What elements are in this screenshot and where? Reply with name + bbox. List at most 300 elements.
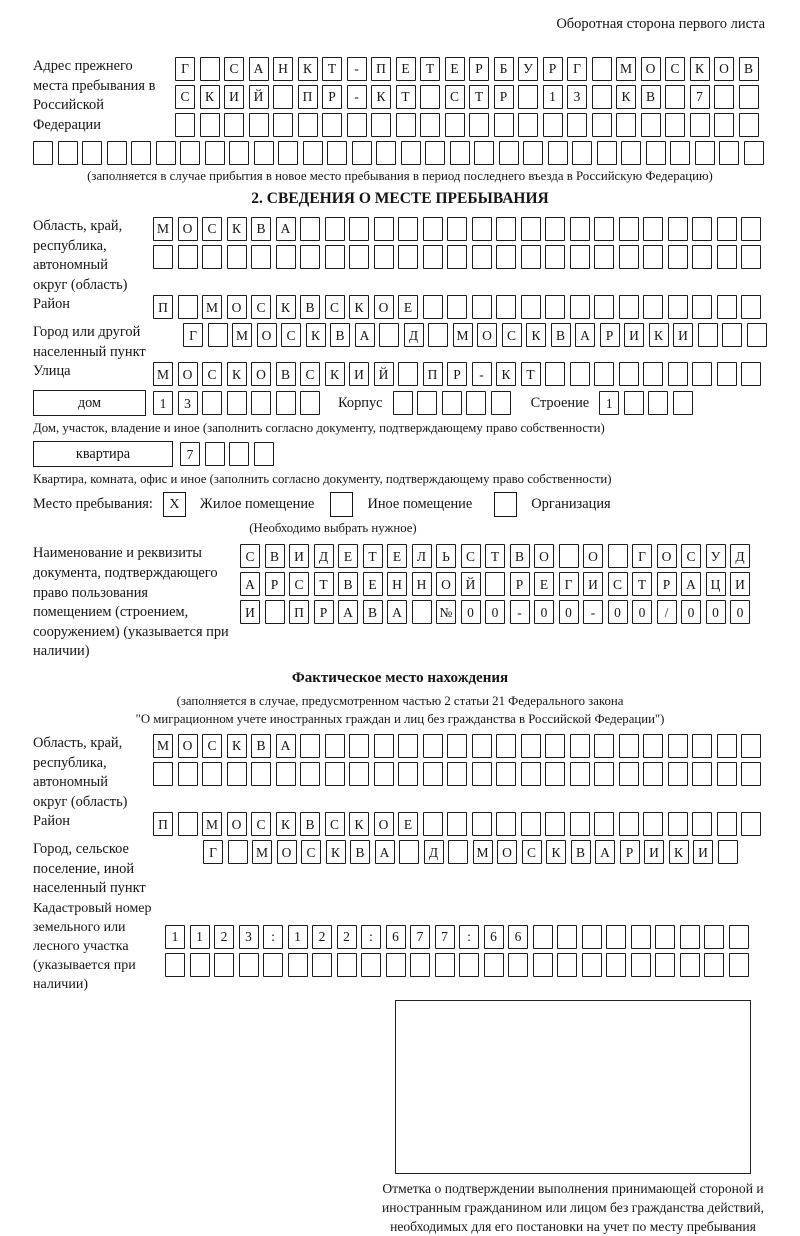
char-box[interactable]: П bbox=[153, 812, 173, 836]
char-box[interactable] bbox=[496, 762, 516, 786]
char-box[interactable] bbox=[545, 295, 565, 319]
char-box[interactable] bbox=[545, 362, 565, 386]
char-box[interactable] bbox=[496, 295, 516, 319]
char-box[interactable]: Й bbox=[249, 85, 269, 109]
char-box[interactable] bbox=[548, 141, 568, 165]
char-box[interactable] bbox=[229, 141, 249, 165]
char-box[interactable]: Т bbox=[521, 362, 541, 386]
char-box[interactable]: 0 bbox=[534, 600, 554, 624]
char-box[interactable]: И bbox=[673, 323, 693, 347]
char-box[interactable] bbox=[491, 391, 511, 415]
char-box[interactable]: С bbox=[300, 362, 320, 386]
char-box[interactable]: А bbox=[276, 734, 296, 758]
char-box[interactable] bbox=[224, 113, 244, 137]
char-box[interactable] bbox=[423, 245, 443, 269]
char-box[interactable] bbox=[178, 812, 198, 836]
char-box[interactable]: К bbox=[546, 840, 566, 864]
char-box[interactable]: Б bbox=[494, 57, 514, 81]
char-box[interactable] bbox=[673, 391, 693, 415]
char-box[interactable]: С bbox=[502, 323, 522, 347]
char-box[interactable] bbox=[559, 544, 579, 568]
char-box[interactable]: О bbox=[227, 812, 247, 836]
char-box[interactable] bbox=[178, 295, 198, 319]
char-box[interactable]: С bbox=[665, 57, 685, 81]
char-box[interactable] bbox=[322, 113, 342, 137]
char-box[interactable] bbox=[621, 141, 641, 165]
char-box[interactable]: С bbox=[175, 85, 195, 109]
char-box[interactable] bbox=[643, 734, 663, 758]
char-box[interactable] bbox=[447, 812, 467, 836]
char-box[interactable] bbox=[325, 217, 345, 241]
char-box[interactable] bbox=[680, 953, 700, 977]
char-box[interactable]: С bbox=[281, 323, 301, 347]
char-box[interactable]: Р bbox=[657, 572, 677, 596]
char-box[interactable]: К bbox=[298, 57, 318, 81]
char-box[interactable] bbox=[624, 391, 644, 415]
char-box[interactable] bbox=[276, 391, 296, 415]
char-box[interactable] bbox=[472, 762, 492, 786]
char-box[interactable]: А bbox=[387, 600, 407, 624]
char-box[interactable] bbox=[690, 113, 710, 137]
char-box[interactable] bbox=[496, 245, 516, 269]
char-box[interactable]: М bbox=[202, 295, 222, 319]
char-box[interactable] bbox=[249, 113, 269, 137]
char-box[interactable]: 0 bbox=[485, 600, 505, 624]
char-box[interactable] bbox=[717, 362, 737, 386]
char-box[interactable] bbox=[496, 734, 516, 758]
char-box[interactable] bbox=[594, 245, 614, 269]
char-box[interactable]: С bbox=[251, 812, 271, 836]
char-box[interactable] bbox=[496, 217, 516, 241]
char-box[interactable]: В bbox=[739, 57, 759, 81]
char-box[interactable] bbox=[570, 245, 590, 269]
char-box[interactable]: Е bbox=[534, 572, 554, 596]
char-box[interactable] bbox=[398, 217, 418, 241]
char-box[interactable]: П bbox=[289, 600, 309, 624]
char-box[interactable]: С bbox=[608, 572, 628, 596]
char-box[interactable] bbox=[399, 840, 419, 864]
char-box[interactable] bbox=[349, 217, 369, 241]
char-box[interactable] bbox=[594, 812, 614, 836]
char-box[interactable] bbox=[472, 217, 492, 241]
char-box[interactable]: / bbox=[657, 600, 677, 624]
char-box[interactable] bbox=[717, 217, 737, 241]
char-box[interactable]: 2 bbox=[214, 925, 234, 949]
char-box[interactable] bbox=[508, 953, 528, 977]
char-box[interactable] bbox=[695, 141, 715, 165]
char-box[interactable] bbox=[631, 925, 651, 949]
char-box[interactable]: В bbox=[276, 362, 296, 386]
char-box[interactable]: Р bbox=[314, 600, 334, 624]
char-box[interactable]: В bbox=[265, 544, 285, 568]
char-box[interactable]: Р bbox=[322, 85, 342, 109]
char-box[interactable] bbox=[704, 953, 724, 977]
char-box[interactable]: 1 bbox=[288, 925, 308, 949]
char-box[interactable]: О bbox=[374, 812, 394, 836]
char-box[interactable]: - bbox=[472, 362, 492, 386]
char-box[interactable]: А bbox=[338, 600, 358, 624]
char-box[interactable] bbox=[208, 323, 228, 347]
char-box[interactable] bbox=[239, 953, 259, 977]
char-box[interactable] bbox=[202, 245, 222, 269]
char-box[interactable] bbox=[545, 217, 565, 241]
char-box[interactable]: 7 bbox=[435, 925, 455, 949]
char-box[interactable]: 1 bbox=[165, 925, 185, 949]
char-box[interactable]: А bbox=[375, 840, 395, 864]
char-box[interactable] bbox=[156, 141, 176, 165]
checkbox-zhiloe-pomeshchenie[interactable]: X bbox=[163, 492, 186, 517]
char-box[interactable]: : bbox=[263, 925, 283, 949]
char-box[interactable]: А bbox=[575, 323, 595, 347]
char-box[interactable]: Р bbox=[469, 57, 489, 81]
char-box[interactable] bbox=[227, 245, 247, 269]
char-box[interactable]: Й bbox=[374, 362, 394, 386]
char-box[interactable]: О bbox=[257, 323, 277, 347]
char-box[interactable]: 3 bbox=[239, 925, 259, 949]
char-box[interactable]: К bbox=[326, 840, 346, 864]
char-box[interactable] bbox=[680, 925, 700, 949]
char-box[interactable] bbox=[466, 391, 486, 415]
char-box[interactable]: В bbox=[363, 600, 383, 624]
char-box[interactable]: Г bbox=[559, 572, 579, 596]
char-box[interactable] bbox=[190, 953, 210, 977]
char-box[interactable] bbox=[276, 762, 296, 786]
char-box[interactable] bbox=[521, 812, 541, 836]
char-box[interactable] bbox=[202, 762, 222, 786]
char-box[interactable]: 7 bbox=[410, 925, 430, 949]
char-box[interactable]: Н bbox=[273, 57, 293, 81]
checkbox-inoe-pomeshchenie[interactable] bbox=[330, 492, 353, 517]
char-box[interactable] bbox=[582, 925, 602, 949]
char-box[interactable]: К bbox=[227, 362, 247, 386]
char-box[interactable]: О bbox=[534, 544, 554, 568]
char-box[interactable]: М bbox=[232, 323, 252, 347]
char-box[interactable]: Е bbox=[445, 57, 465, 81]
char-box[interactable] bbox=[349, 762, 369, 786]
char-box[interactable] bbox=[594, 762, 614, 786]
char-box[interactable]: Е bbox=[396, 57, 416, 81]
char-box[interactable] bbox=[570, 812, 590, 836]
char-box[interactable]: Е bbox=[398, 295, 418, 319]
char-box[interactable]: Р bbox=[510, 572, 530, 596]
char-box[interactable] bbox=[592, 85, 612, 109]
char-box[interactable]: Д bbox=[314, 544, 334, 568]
char-box[interactable]: Г bbox=[567, 57, 587, 81]
char-box[interactable]: 0 bbox=[706, 600, 726, 624]
char-box[interactable]: Р bbox=[447, 362, 467, 386]
char-box[interactable]: К bbox=[276, 295, 296, 319]
char-box[interactable] bbox=[741, 362, 761, 386]
char-box[interactable]: В bbox=[300, 295, 320, 319]
char-box[interactable] bbox=[499, 141, 519, 165]
char-box[interactable] bbox=[423, 762, 443, 786]
char-box[interactable] bbox=[668, 295, 688, 319]
char-box[interactable]: П bbox=[153, 295, 173, 319]
char-box[interactable] bbox=[374, 734, 394, 758]
char-box[interactable]: А bbox=[355, 323, 375, 347]
char-box[interactable] bbox=[665, 113, 685, 137]
char-box[interactable] bbox=[741, 762, 761, 786]
char-box[interactable] bbox=[570, 295, 590, 319]
char-box[interactable]: 6 bbox=[508, 925, 528, 949]
char-box[interactable] bbox=[374, 245, 394, 269]
char-box[interactable]: : bbox=[459, 925, 479, 949]
char-box[interactable]: Л bbox=[412, 544, 432, 568]
char-box[interactable] bbox=[327, 141, 347, 165]
char-box[interactable]: Н bbox=[387, 572, 407, 596]
char-box[interactable] bbox=[325, 245, 345, 269]
char-box[interactable]: О bbox=[436, 572, 456, 596]
char-box[interactable] bbox=[698, 323, 718, 347]
char-box[interactable] bbox=[58, 141, 78, 165]
char-box[interactable] bbox=[692, 245, 712, 269]
char-box[interactable] bbox=[741, 812, 761, 836]
char-box[interactable]: С bbox=[202, 217, 222, 241]
char-box[interactable]: Т bbox=[469, 85, 489, 109]
char-box[interactable] bbox=[557, 925, 577, 949]
char-box[interactable] bbox=[543, 113, 563, 137]
char-box[interactable]: 1 bbox=[190, 925, 210, 949]
char-box[interactable] bbox=[692, 812, 712, 836]
char-box[interactable] bbox=[205, 442, 225, 466]
char-box[interactable]: О bbox=[657, 544, 677, 568]
char-box[interactable] bbox=[448, 840, 468, 864]
char-box[interactable]: М bbox=[153, 362, 173, 386]
char-box[interactable] bbox=[214, 953, 234, 977]
char-box[interactable] bbox=[594, 295, 614, 319]
char-box[interactable]: В bbox=[330, 323, 350, 347]
char-box[interactable] bbox=[200, 57, 220, 81]
char-box[interactable] bbox=[594, 362, 614, 386]
char-box[interactable] bbox=[288, 953, 308, 977]
char-box[interactable]: В bbox=[641, 85, 661, 109]
char-box[interactable] bbox=[722, 323, 742, 347]
char-box[interactable] bbox=[352, 141, 372, 165]
char-box[interactable] bbox=[254, 141, 274, 165]
char-box[interactable] bbox=[107, 141, 127, 165]
char-box[interactable]: 6 bbox=[484, 925, 504, 949]
char-box[interactable] bbox=[545, 812, 565, 836]
char-box[interactable] bbox=[374, 217, 394, 241]
char-box[interactable]: О bbox=[251, 362, 271, 386]
char-box[interactable] bbox=[227, 762, 247, 786]
char-box[interactable]: К bbox=[325, 362, 345, 386]
char-box[interactable]: В bbox=[571, 840, 591, 864]
char-box[interactable] bbox=[665, 85, 685, 109]
char-box[interactable]: А bbox=[240, 572, 260, 596]
char-box[interactable]: К bbox=[227, 217, 247, 241]
char-box[interactable] bbox=[714, 113, 734, 137]
char-box[interactable] bbox=[717, 812, 737, 836]
char-box[interactable] bbox=[228, 840, 248, 864]
char-box[interactable] bbox=[423, 295, 443, 319]
char-box[interactable] bbox=[572, 141, 592, 165]
char-box[interactable] bbox=[641, 113, 661, 137]
char-box[interactable]: 0 bbox=[681, 600, 701, 624]
char-box[interactable]: 0 bbox=[632, 600, 652, 624]
char-box[interactable]: И bbox=[583, 572, 603, 596]
char-box[interactable]: М bbox=[616, 57, 636, 81]
char-box[interactable] bbox=[619, 812, 639, 836]
char-box[interactable]: К bbox=[371, 85, 391, 109]
char-box[interactable] bbox=[570, 734, 590, 758]
char-box[interactable]: 3 bbox=[567, 85, 587, 109]
char-box[interactable] bbox=[619, 734, 639, 758]
char-box[interactable] bbox=[655, 925, 675, 949]
char-box[interactable] bbox=[300, 762, 320, 786]
char-box[interactable] bbox=[178, 245, 198, 269]
char-box[interactable] bbox=[619, 762, 639, 786]
char-box[interactable] bbox=[523, 141, 543, 165]
char-box[interactable] bbox=[692, 217, 712, 241]
char-box[interactable]: № bbox=[436, 600, 456, 624]
char-box[interactable]: 7 bbox=[180, 442, 200, 466]
char-box[interactable]: 1 bbox=[599, 391, 619, 415]
char-box[interactable]: И bbox=[693, 840, 713, 864]
char-box[interactable] bbox=[668, 362, 688, 386]
char-box[interactable] bbox=[717, 245, 737, 269]
char-box[interactable] bbox=[420, 85, 440, 109]
char-box[interactable] bbox=[741, 295, 761, 319]
char-box[interactable] bbox=[423, 734, 443, 758]
char-box[interactable] bbox=[312, 953, 332, 977]
char-box[interactable] bbox=[412, 600, 432, 624]
char-box[interactable] bbox=[567, 113, 587, 137]
char-box[interactable]: К bbox=[526, 323, 546, 347]
char-box[interactable]: С bbox=[202, 362, 222, 386]
char-box[interactable] bbox=[469, 113, 489, 137]
char-box[interactable] bbox=[570, 762, 590, 786]
char-box[interactable] bbox=[254, 442, 274, 466]
char-box[interactable]: И bbox=[224, 85, 244, 109]
char-box[interactable] bbox=[597, 141, 617, 165]
char-box[interactable]: Т bbox=[420, 57, 440, 81]
char-box[interactable]: У bbox=[518, 57, 538, 81]
char-box[interactable]: Й bbox=[461, 572, 481, 596]
char-box[interactable] bbox=[592, 57, 612, 81]
char-box[interactable] bbox=[717, 295, 737, 319]
char-box[interactable]: Р bbox=[265, 572, 285, 596]
char-box[interactable]: И bbox=[289, 544, 309, 568]
char-box[interactable] bbox=[719, 141, 739, 165]
char-box[interactable]: 0 bbox=[461, 600, 481, 624]
char-box[interactable]: С bbox=[224, 57, 244, 81]
char-box[interactable]: Т bbox=[314, 572, 334, 596]
char-box[interactable] bbox=[300, 734, 320, 758]
char-box[interactable] bbox=[325, 734, 345, 758]
char-box[interactable]: В bbox=[350, 840, 370, 864]
char-box[interactable]: Р bbox=[543, 57, 563, 81]
char-box[interactable]: К bbox=[349, 812, 369, 836]
char-box[interactable]: Т bbox=[485, 544, 505, 568]
char-box[interactable]: В bbox=[338, 572, 358, 596]
char-box[interactable]: В bbox=[251, 217, 271, 241]
char-box[interactable]: 0 bbox=[559, 600, 579, 624]
char-box[interactable] bbox=[668, 217, 688, 241]
char-box[interactable] bbox=[668, 762, 688, 786]
char-box[interactable]: О bbox=[497, 840, 517, 864]
char-box[interactable] bbox=[447, 762, 467, 786]
char-box[interactable] bbox=[180, 141, 200, 165]
char-box[interactable] bbox=[178, 762, 198, 786]
char-box[interactable] bbox=[398, 734, 418, 758]
char-box[interactable]: А bbox=[595, 840, 615, 864]
char-box[interactable] bbox=[374, 762, 394, 786]
char-box[interactable]: Г bbox=[183, 323, 203, 347]
char-box[interactable] bbox=[300, 391, 320, 415]
char-box[interactable] bbox=[729, 925, 749, 949]
char-box[interactable]: М bbox=[473, 840, 493, 864]
char-box[interactable] bbox=[371, 113, 391, 137]
char-box[interactable]: М bbox=[153, 217, 173, 241]
char-box[interactable]: П bbox=[298, 85, 318, 109]
char-box[interactable]: 7 bbox=[690, 85, 710, 109]
char-box[interactable]: О bbox=[227, 295, 247, 319]
char-box[interactable]: С bbox=[301, 840, 321, 864]
char-box[interactable] bbox=[417, 391, 437, 415]
char-box[interactable]: О bbox=[641, 57, 661, 81]
char-box[interactable] bbox=[521, 245, 541, 269]
char-box[interactable] bbox=[533, 925, 553, 949]
char-box[interactable] bbox=[82, 141, 102, 165]
char-box[interactable] bbox=[276, 245, 296, 269]
char-box[interactable] bbox=[251, 762, 271, 786]
char-box[interactable] bbox=[273, 85, 293, 109]
char-box[interactable]: К bbox=[306, 323, 326, 347]
char-box[interactable] bbox=[131, 141, 151, 165]
char-box[interactable] bbox=[175, 113, 195, 137]
char-box[interactable] bbox=[741, 245, 761, 269]
char-box[interactable]: К bbox=[616, 85, 636, 109]
char-box[interactable] bbox=[668, 734, 688, 758]
char-box[interactable]: С bbox=[325, 812, 345, 836]
char-box[interactable] bbox=[349, 734, 369, 758]
char-box[interactable] bbox=[692, 362, 712, 386]
char-box[interactable]: К bbox=[200, 85, 220, 109]
char-box[interactable]: М bbox=[252, 840, 272, 864]
char-box[interactable] bbox=[655, 953, 675, 977]
char-box[interactable] bbox=[739, 85, 759, 109]
char-box[interactable]: М bbox=[153, 734, 173, 758]
char-box[interactable] bbox=[425, 141, 445, 165]
char-box[interactable] bbox=[717, 734, 737, 758]
char-box[interactable] bbox=[692, 295, 712, 319]
char-box[interactable] bbox=[692, 734, 712, 758]
char-box[interactable] bbox=[718, 840, 738, 864]
char-box[interactable]: И bbox=[730, 572, 750, 596]
char-box[interactable] bbox=[582, 953, 602, 977]
char-box[interactable]: И bbox=[624, 323, 644, 347]
char-box[interactable] bbox=[428, 323, 448, 347]
char-box[interactable] bbox=[643, 217, 663, 241]
char-box[interactable] bbox=[592, 113, 612, 137]
char-box[interactable] bbox=[714, 85, 734, 109]
char-box[interactable] bbox=[472, 812, 492, 836]
char-box[interactable] bbox=[474, 141, 494, 165]
char-box[interactable] bbox=[668, 812, 688, 836]
char-box[interactable]: А bbox=[249, 57, 269, 81]
char-box[interactable] bbox=[396, 113, 416, 137]
char-box[interactable] bbox=[447, 245, 467, 269]
char-box[interactable] bbox=[165, 953, 185, 977]
char-box[interactable] bbox=[379, 323, 399, 347]
char-box[interactable]: О bbox=[277, 840, 297, 864]
char-box[interactable] bbox=[619, 217, 639, 241]
char-box[interactable] bbox=[349, 245, 369, 269]
char-box[interactable] bbox=[704, 925, 724, 949]
char-box[interactable]: Т bbox=[632, 572, 652, 596]
char-box[interactable]: К bbox=[349, 295, 369, 319]
